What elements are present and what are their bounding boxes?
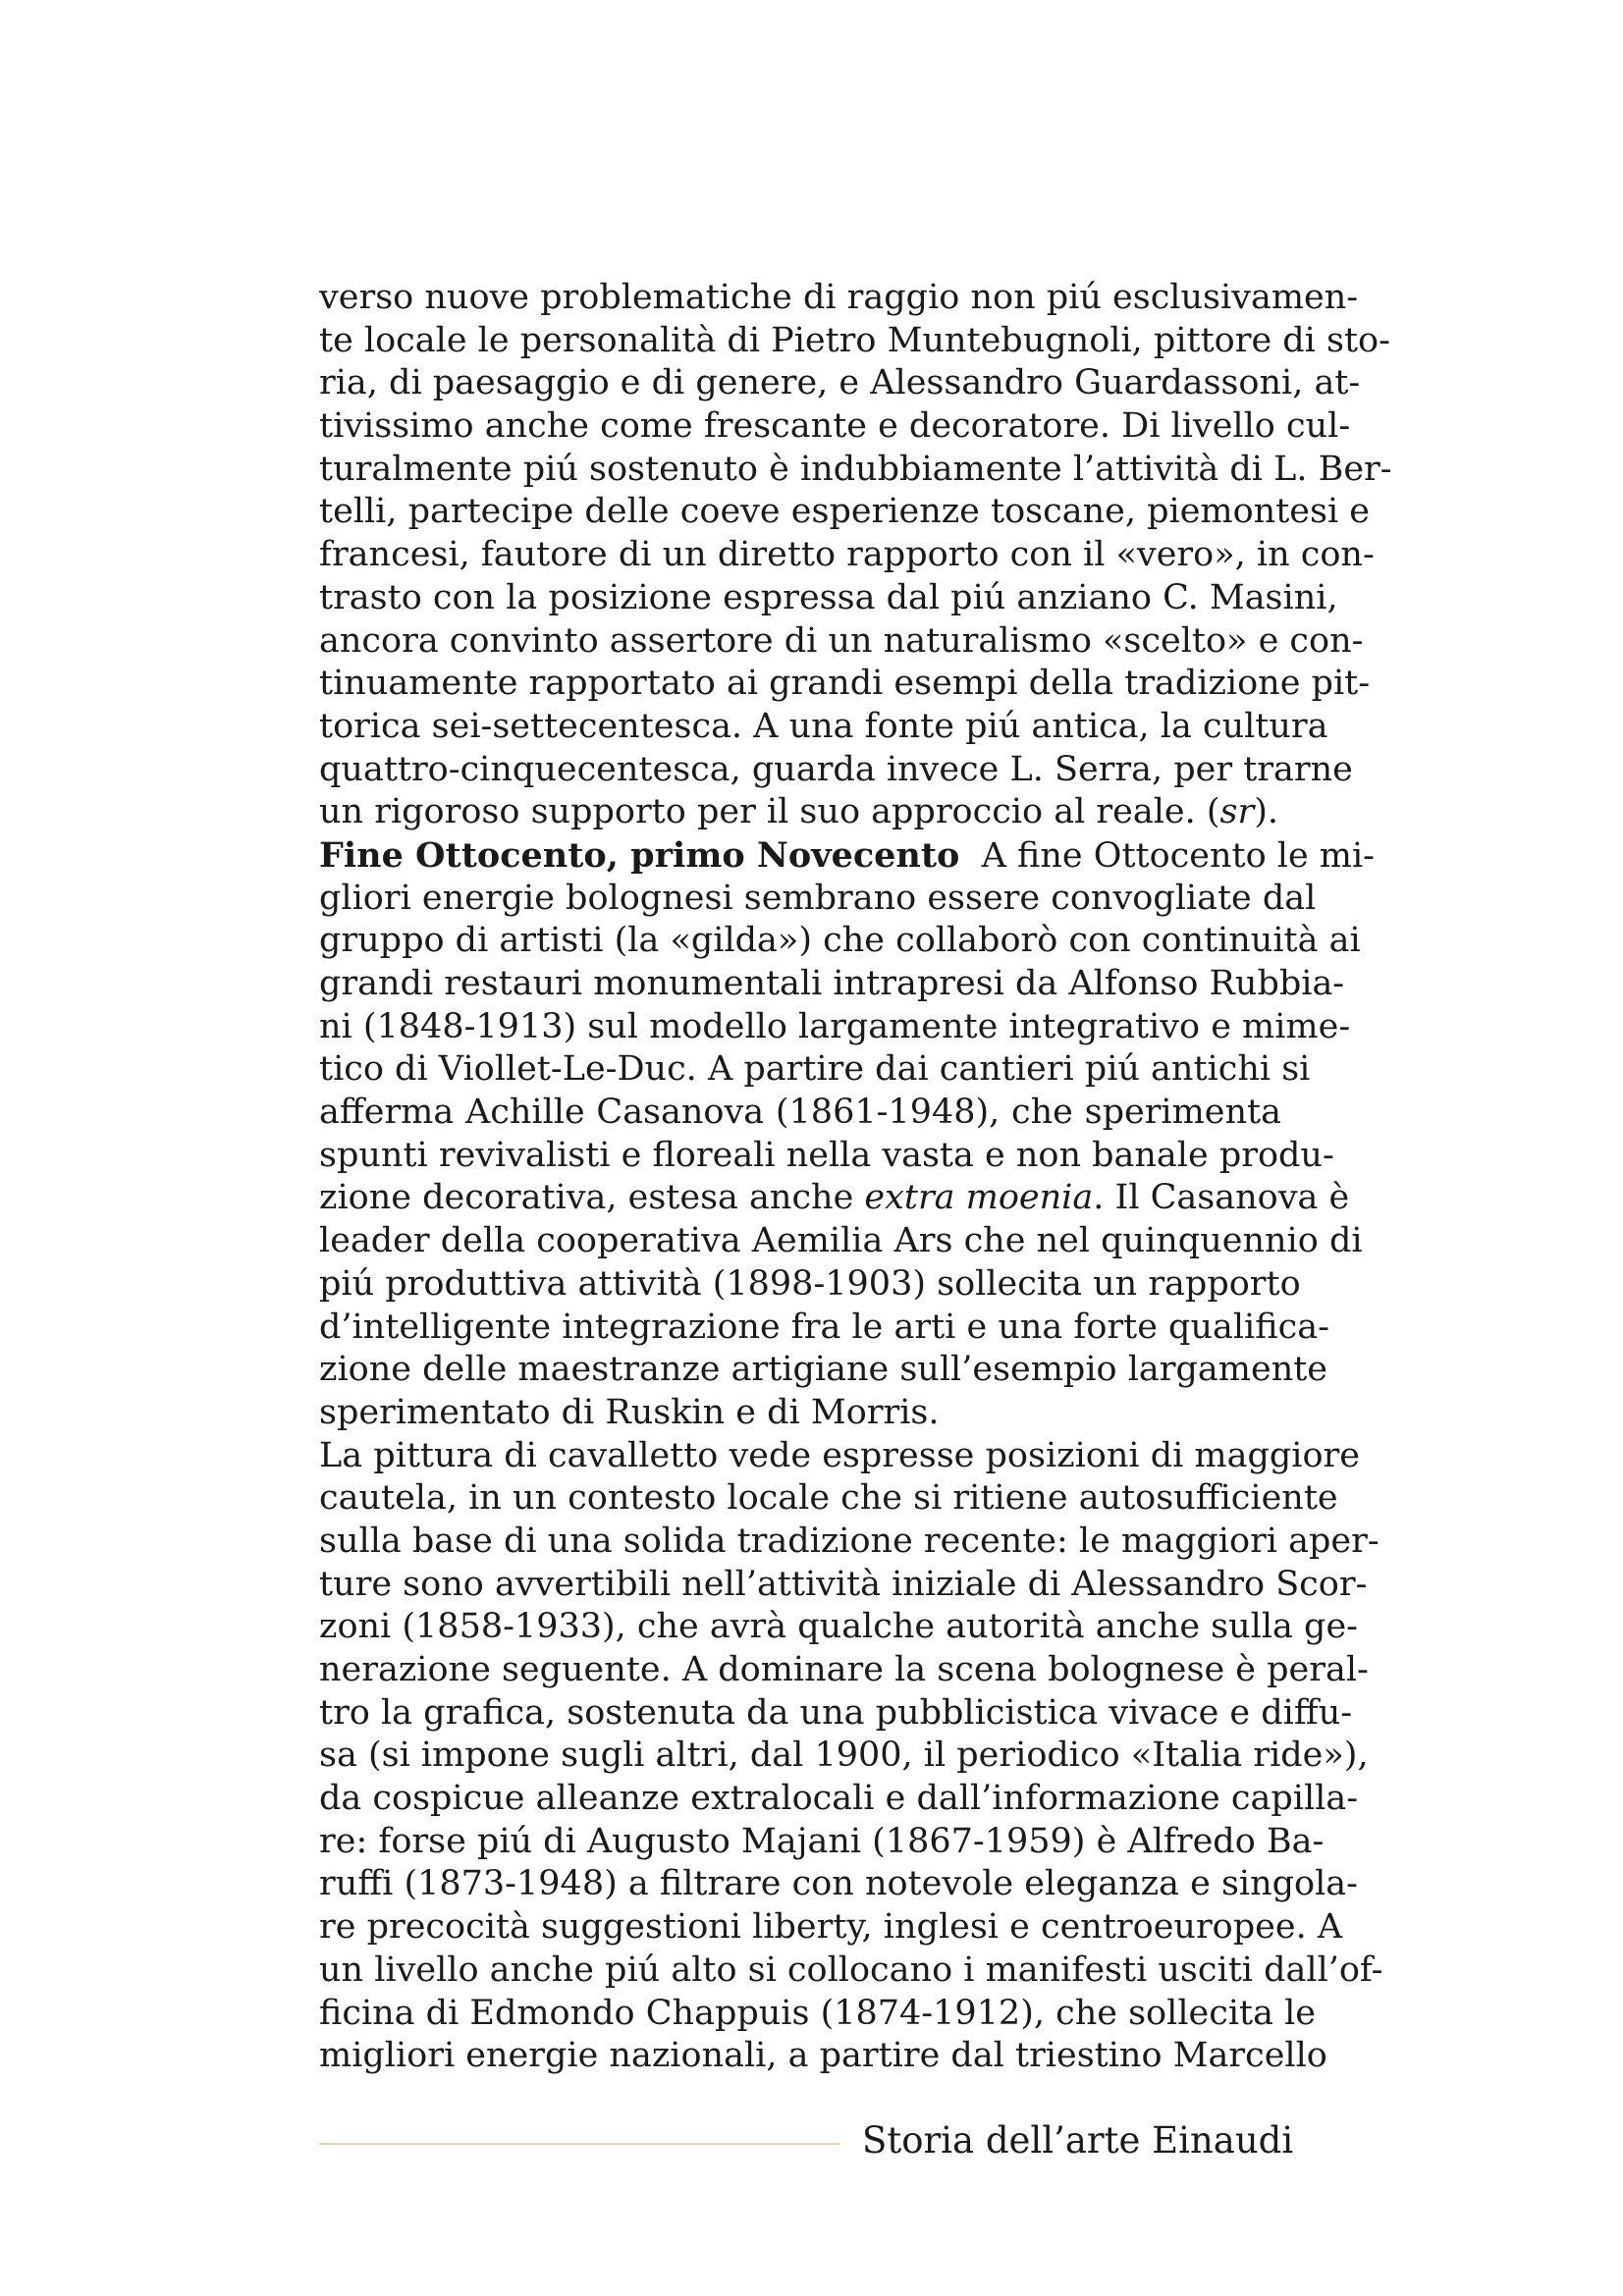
text-line: migliori energie nazionali, a partire dal triestino Marcello (319, 2036, 1327, 2076)
text-line: leader della cooperativa Aemilia Ars che nel quinquennio di (319, 1221, 1363, 1261)
text-segment: ). (1254, 792, 1279, 832)
text-line: tico di Viollet-Le-Duc. A partire dai cantieri piú antichi si (319, 1049, 1311, 1090)
text-line: verso nuove problematiche di raggio non piú esclusivamen- (319, 278, 1359, 317)
footer-rule (319, 2143, 839, 2145)
text-line: ria, di paesaggio e di genere, e Alessandro Guardassoni, at- (319, 363, 1361, 403)
text-segment: zione decorativa, estesa anche (319, 1178, 865, 1218)
text-line: telli, partecipe delle coeve esperienze toscane, piemontesi e (319, 492, 1370, 532)
author-initials: sr (1219, 792, 1255, 832)
text-line (319, 1177, 1350, 1220)
text-line: zione delle maestranze artigiane sull’esempio largamente (319, 1350, 1328, 1390)
text-line: un livello anche piú alto si collocano i manifesti usciti dall’of- (319, 1949, 1383, 1990)
text-line: La pittura di cavalletto vede espresse posizioni di maggiore (319, 1435, 1360, 1475)
text-line (319, 834, 1376, 878)
text-line: ruffi (1873-1948) a filtrare con notevole eleganza e singola- (319, 1864, 1358, 1904)
text-line: tivissimo anche come frescante e decoratore. Di livello cul- (319, 406, 1351, 447)
text-line: ancora convinto assertore di un naturalismo «scelto» e con- (319, 620, 1364, 661)
text-line: sperimentato di Ruskin e di Morris. (319, 1392, 940, 1432)
text-line: grandi restauri monumentali intrapresi da Alfonso Rubbia- (319, 964, 1345, 1003)
text-segment: un rigoroso supporto per il suo approccio al reale. ( (319, 792, 1220, 832)
text-line: cautela, in un contesto locale che si ritiene autosufficiente (319, 1478, 1338, 1519)
text-line: nerazione seguente. A dominare la scena bolognese è peral- (319, 1650, 1369, 1689)
text-line: zoni (1858-1933), che avrà qualche autorità anche sulla ge- (319, 1607, 1358, 1647)
text-line: gliori energie bolognesi sembrano essere convogliate dal (319, 878, 1317, 918)
text-line: re precocità suggestioni liberty, inglesi e centroeuropee. A (319, 1907, 1343, 1948)
text-line: sulla base di una solida tradizione recente: le maggiori aper- (319, 1521, 1380, 1561)
section-heading: Fine Ottocento, primo Novecento (319, 834, 960, 876)
text-line: turalmente piú sostenuto è indubbiamente l’attività di L. Ber- (319, 449, 1392, 489)
text-line: sa (si impone sugli altri, dal 1900, il periodico «Italia ride»), (319, 1735, 1369, 1776)
text-line: re: forse piú di Augusto Majani (1867-1959) è Alfredo Ba- (319, 1821, 1325, 1861)
text-line: ture sono avvertibili nell’attività iniziale di Alessandro Scor- (319, 1564, 1368, 1604)
text-line: ficina di Edmondo Chappuis (1874-1912), che sollecita le (319, 1993, 1316, 2033)
text-segment: A fine Ottocento le mi- (959, 835, 1376, 876)
text-line: quattro-cinquecentesca, guarda invece L. Serra, per trarne (319, 749, 1353, 789)
body-text (319, 277, 1392, 2078)
text-line: d’intelligente integrazione fra le arti e una forte qualifica- (319, 1307, 1329, 1347)
text-line: gruppo di artisti (la «gilda») che collaborò con continuità ai (319, 921, 1361, 961)
text-line (319, 791, 1281, 834)
footer-title: Storia dell’arte Einaudi (862, 2119, 1294, 2162)
text-line: afferma Achille Casanova (1861-1948), che sperimenta (319, 1093, 1281, 1133)
text-line: tro la grafica, sostenuta da una pubblicistica vivace e diffu- (319, 1692, 1353, 1733)
text-line: trasto con la posizione espressa dal piú anziano C. Masini, (319, 577, 1338, 617)
text-line: tinuamente rapportato ai grandi esempi della tradizione pit- (319, 664, 1371, 704)
italic-phrase: extra moenia (864, 1178, 1094, 1218)
text-segment: . Il Casanova è (1093, 1178, 1350, 1218)
text-line: piú produttiva attività (1898-1903) sollecita un rapporto (319, 1263, 1301, 1304)
text-line: ni (1848-1913) sul modello largamente integrativo e mime- (319, 1006, 1351, 1046)
text-line: da cospicue alleanze extralocali e dall’informazione capilla- (319, 1779, 1359, 1819)
text-line: torica sei-settecentesca. A una fonte piú antica, la cultura (319, 706, 1328, 746)
text-line: francesi, fautore di un diretto rapporto con il «vero», in con- (319, 535, 1375, 575)
text-line: spunti revivalisti e floreali nella vasta e non banale produ- (319, 1135, 1334, 1175)
text-line: te locale le personalità di Pietro Muntebugnoli, pittore di sto- (319, 320, 1390, 360)
